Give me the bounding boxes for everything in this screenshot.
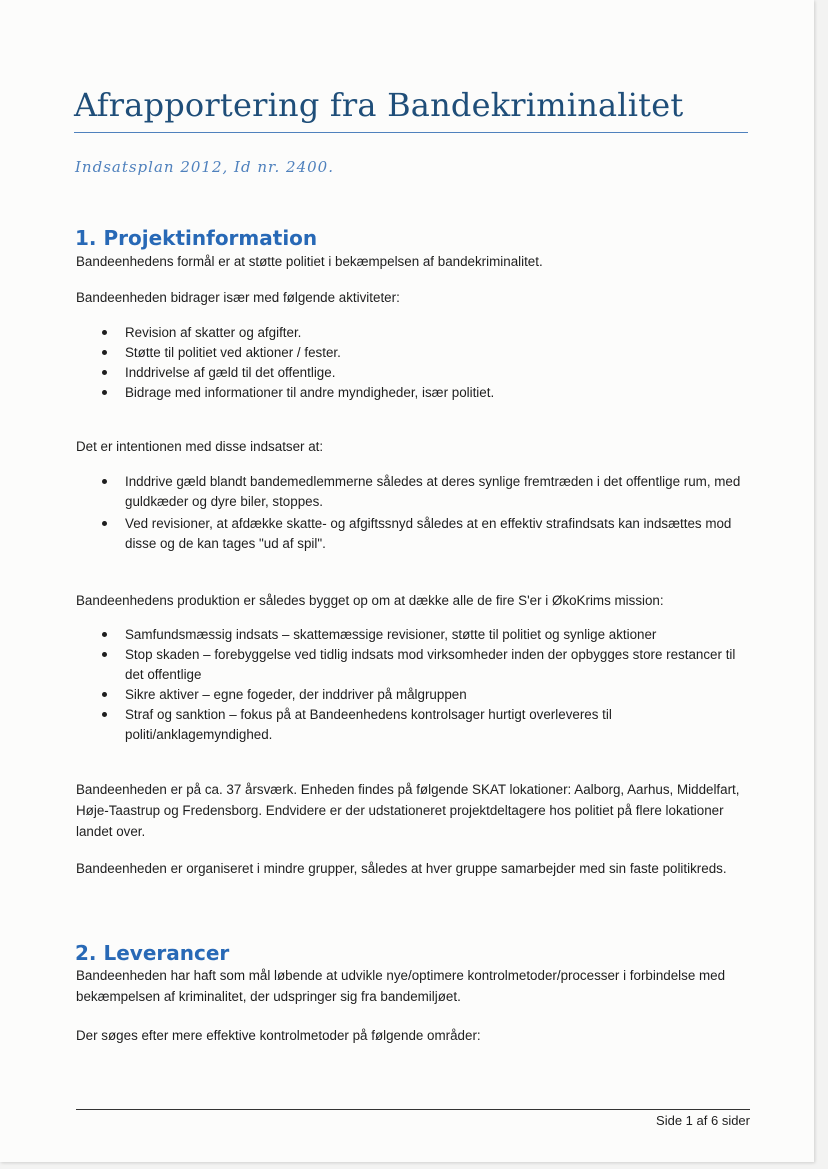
list-item: Bidrage med informationer til andre myndigheder, især politiet.: [76, 383, 756, 403]
bullet-icon: [102, 390, 107, 395]
list-item: Straf og sanktion – fokus på at Bandeenhedens kontrolsager hurtigt overleveres til politi/anklagemyndighed.: [76, 705, 756, 745]
bullet-icon: [102, 330, 107, 335]
intentions-lead: Det er intentionen med disse indsatser at:: [76, 439, 324, 454]
list-item: Støtte til politiet ved aktioner / fester.: [76, 343, 756, 363]
list-item: Sikre aktiver – egne fogeder, der inddriver på målgruppen: [76, 685, 756, 705]
staff-paragraph: Bandeenheden er på ca. 37 årsværk. Enheden findes på følgende SKAT lokationer: Aalborg, Aarhus, Middelfart, Høje-Taastrup og Fredensborg. Endvidere er der udstationeret projektdeltagere hos politiet på flere lokationer landet over.: [76, 782, 740, 839]
bullet-icon: [102, 521, 107, 526]
activities-lead: Bandeenheden bidrager især med følgende aktiviteter:: [76, 290, 400, 305]
activities-list: [76, 323, 756, 403]
document-subtitle: Indsatsplan 2012, Id nr. 2400.: [75, 158, 334, 176]
production-lead: Bandeenhedens produktion er således bygget op om at dække alle de fire S'er i ØkoKrims mission:: [76, 593, 664, 608]
list-item: Inddrive gæld blandt bandemedlemmerne således at deres synlige fremtræden i det offentlige rum, med guldkæder og dyre biler, stoppes.: [76, 472, 756, 512]
areas-lead: Der søges efter mere effektive kontrolmetoder på følgende områder:: [76, 1028, 481, 1043]
list-item: Stop skaden – forebyggelse ved tidlig indsats mod virksomheder inden der opbygges store restancer til det offentlige: [76, 645, 756, 685]
intentions-list: [76, 472, 756, 554]
section2-intro: Bandeenheden har haft som mål løbende at udvikle nye/optimere kontrolmetoder/processer i forbindelse med bekæmpelsen af kriminalitet, der udspringer sig fra bandemiljøet.: [76, 968, 726, 1004]
bullet-icon: [102, 692, 107, 697]
section1-intro: Bandeenhedens formål er at støtte politiet i bekæmpelsen af bandekriminalitet.: [76, 254, 543, 269]
bullet-icon: [102, 370, 107, 375]
list-item: Ved revisioner, at afdække skatte- og afgiftssnyd således at en effektiv strafindsats kan indsættes mod disse og de kan tages "ud af spil".: [76, 514, 756, 554]
bullet-icon: [102, 632, 107, 637]
title-underline: [74, 132, 748, 133]
list-item: Inddrivelse af gæld til det offentlige.: [76, 363, 756, 383]
bullet-icon: [102, 479, 107, 484]
bullet-icon: [102, 712, 107, 717]
page-number: Side 1 af 6 sider: [656, 1113, 750, 1128]
list-item: Revision af skatter og afgifter.: [76, 323, 756, 343]
footer-divider: [76, 1109, 750, 1110]
missions-list: [76, 625, 756, 745]
bullet-icon: [102, 350, 107, 355]
section-heading-projektinformation: 1. Projektinformation: [75, 226, 318, 250]
section-heading-leverancer: 2. Leverancer: [75, 941, 230, 965]
bullet-icon: [102, 652, 107, 657]
organisation-paragraph: Bandeenheden er organiseret i mindre grupper, således at hver gruppe samarbejder med sin faste politikreds.: [76, 861, 727, 876]
document-title: Afrapportering fra Bandekriminalitet: [74, 86, 684, 124]
list-item: Samfundsmæssig indsats – skattemæssige revisioner, støtte til politiet og synlige aktioner: [76, 625, 756, 645]
